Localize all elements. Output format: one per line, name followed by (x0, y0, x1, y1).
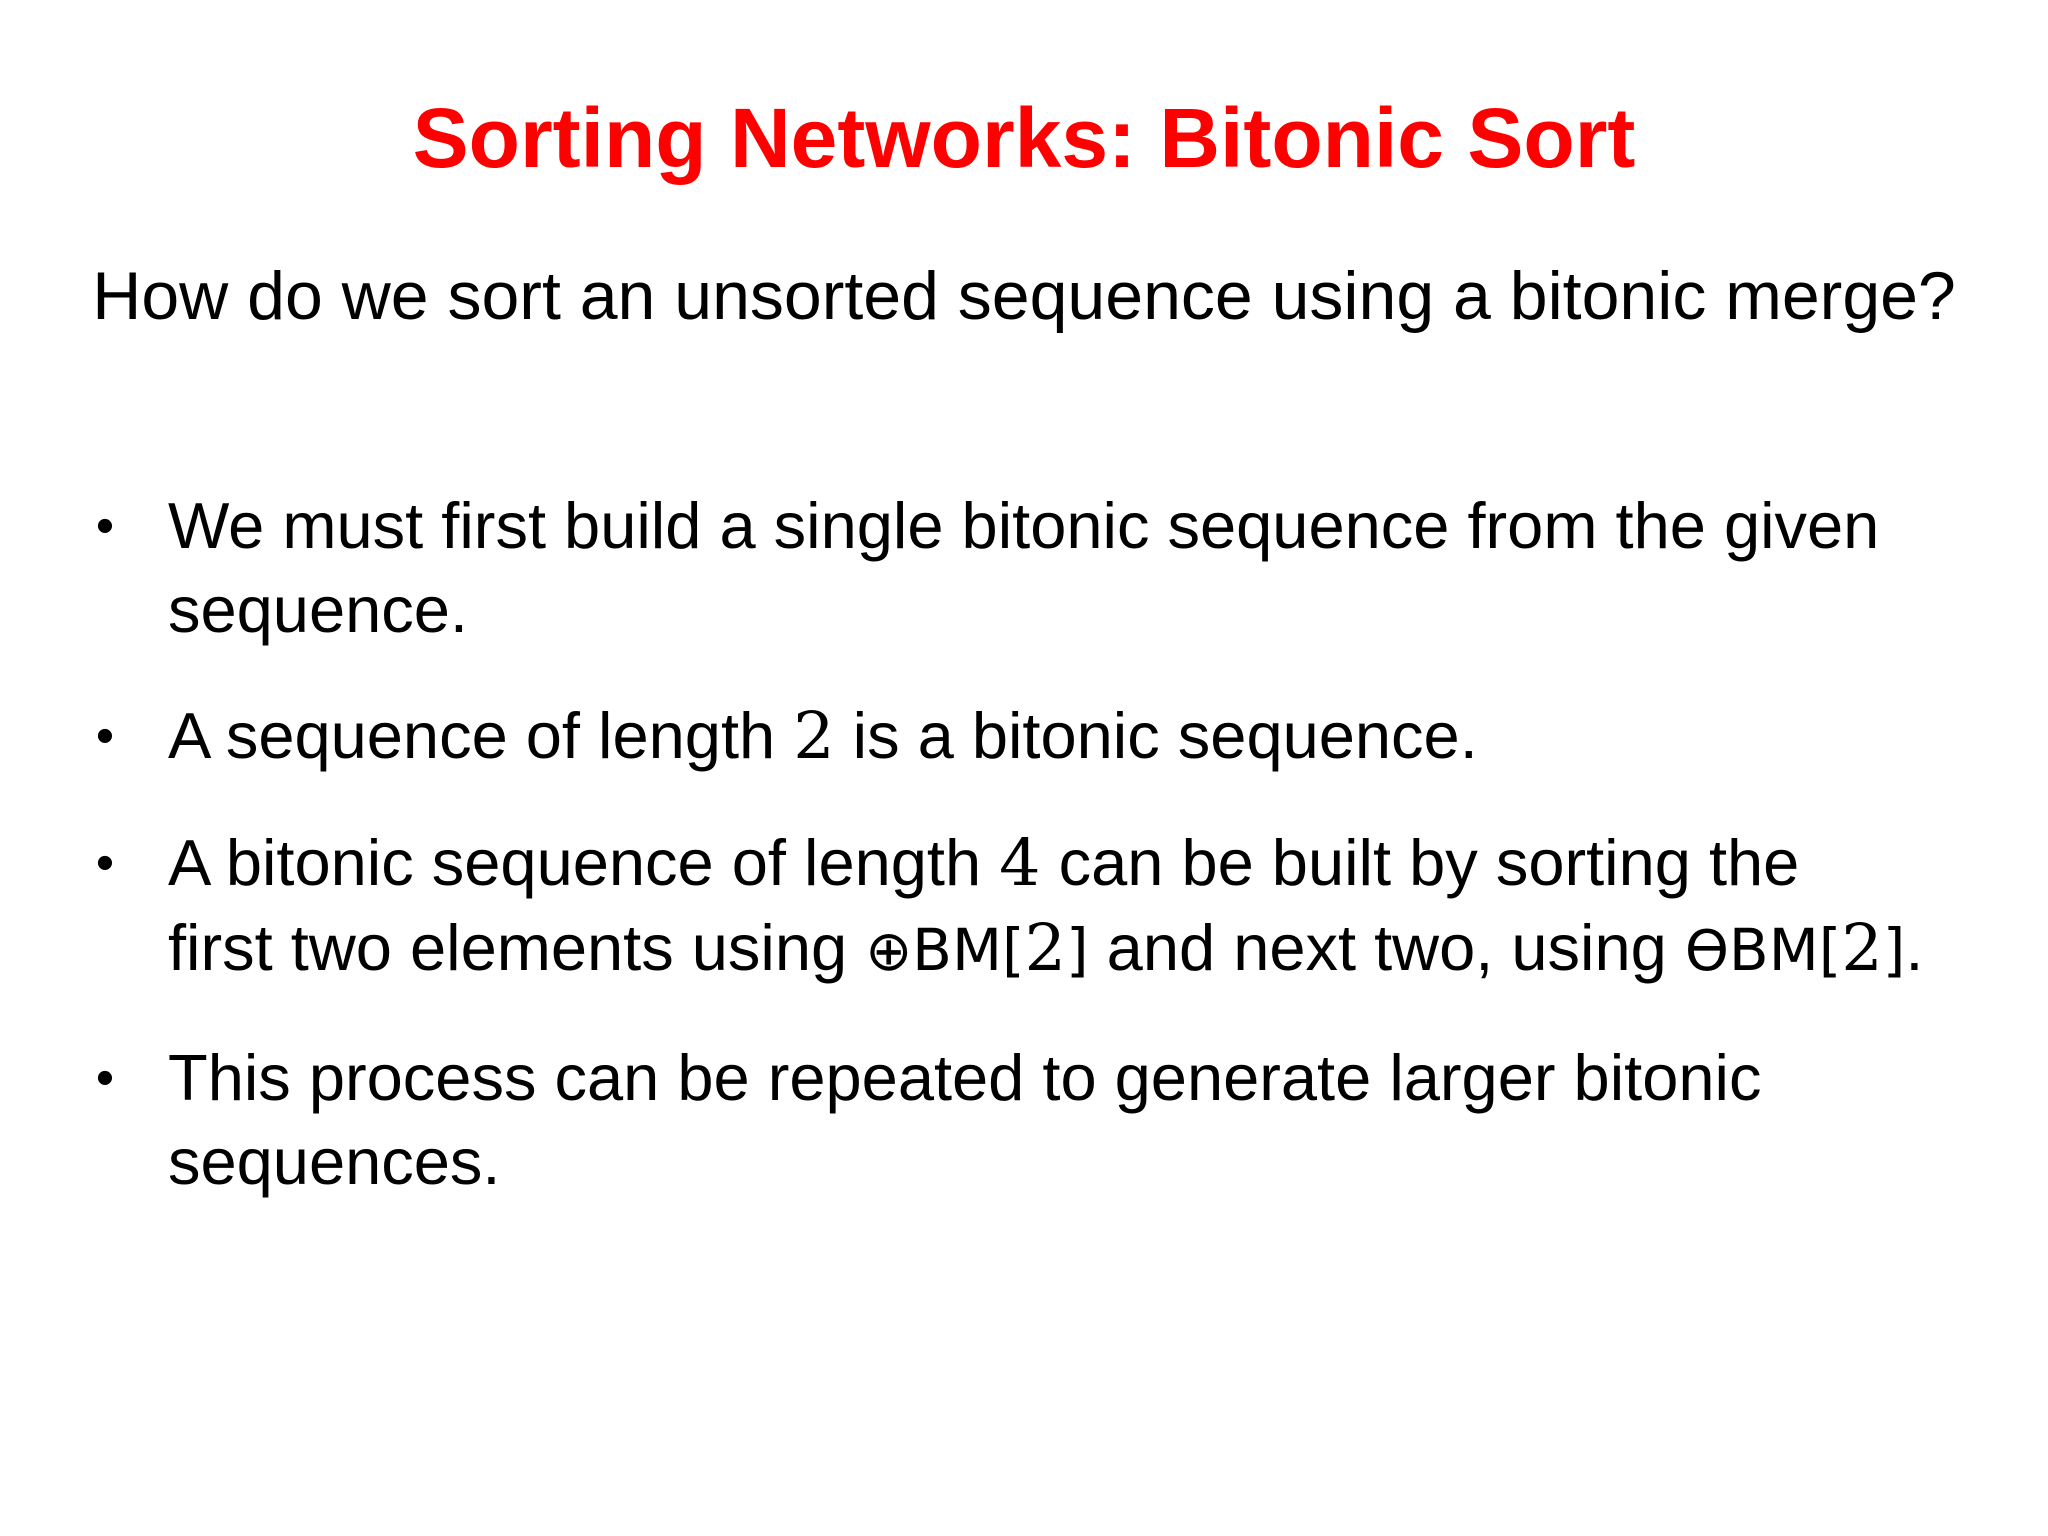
bullet-item-build-bitonic (90, 484, 2020, 652)
math-number: 2 (1024, 911, 1066, 986)
bullet-item-length-two (90, 694, 2020, 779)
bitonic-merge-label: BM[ (1728, 916, 1842, 984)
bullet-line (168, 821, 2020, 906)
bullet-text: A sequence of length (168, 699, 794, 772)
bullet-list (90, 484, 2020, 1246)
bullet-line: sequence. (168, 573, 468, 646)
ominus-symbol: ϴ (1684, 919, 1729, 984)
bullet-text: A bitonic sequence of length (168, 826, 1000, 899)
slide-title: Sorting Networks: Bitonic Sort (412, 91, 1636, 185)
bullet-line (168, 906, 2020, 994)
bullet-line: We must first build a single bitonic sequence from the given (168, 489, 1880, 562)
bracket-close: ] (1065, 916, 1089, 984)
bullet-line: sequences. (168, 1125, 501, 1198)
bullet-item-repeat-process (90, 1036, 2020, 1204)
bullet-line: This process can be repeated to generate larger bitonic (168, 1041, 1762, 1114)
bullet-text: first two elements using (168, 911, 866, 984)
bullet-text: . (1905, 911, 1924, 984)
bullet-dot: • (95, 497, 115, 555)
bullet-dot: • (95, 834, 115, 892)
bullet-text: and next two, using (1088, 911, 1685, 984)
bracket-close: ] (1882, 916, 1906, 984)
oplus-symbol: ⊕ (865, 919, 913, 984)
bitonic-merge-label: BM[ (912, 916, 1025, 984)
bullet-text: is a bitonic sequence. (834, 699, 1478, 772)
bullet-dot: • (95, 1049, 115, 1107)
math-number: 4 (999, 826, 1041, 901)
bullet-text: can be built by sorting the (1040, 826, 1800, 899)
bullet-dot: • (95, 707, 115, 765)
slide-subtitle: How do we sort an unsorted sequence using a bitonic merge? (92, 258, 1956, 334)
math-number: 2 (793, 699, 835, 774)
bullet-line (168, 694, 2020, 779)
bullet-item-length-four (90, 821, 2020, 994)
math-number: 2 (1841, 911, 1883, 986)
